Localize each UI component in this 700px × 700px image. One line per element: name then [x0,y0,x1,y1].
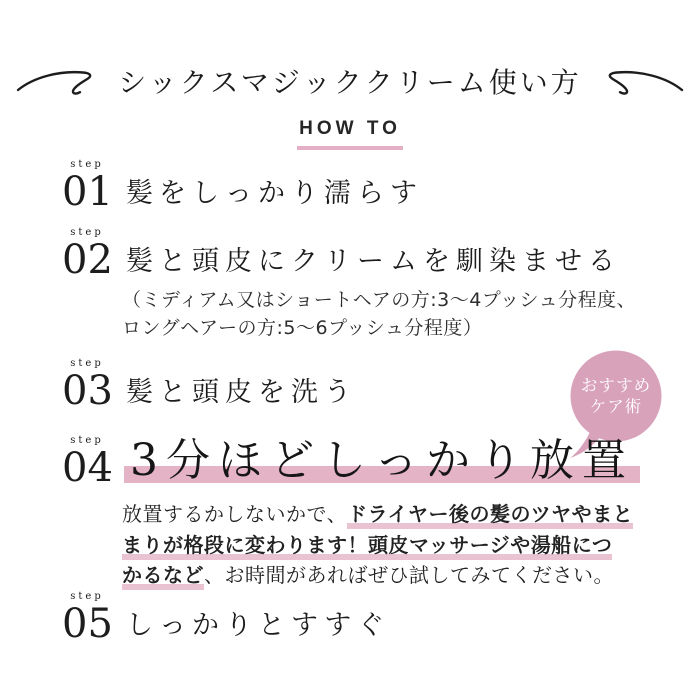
squiggle-flourish-right-icon [604,64,684,102]
step-indicator-05 [62,591,113,647]
step-number: 03 [62,368,113,414]
step-indicator-02 [62,227,113,283]
bubble-line-1: おすすめ [580,376,652,395]
step-title-01: 髪をしっかり濡らす [126,178,423,210]
bubble-line-2: ケア術 [589,397,643,416]
description-highlighted-text: ドライヤー後の髪のツヤやまと [347,502,633,529]
step-number: 01 [62,169,113,215]
step-label: step [70,227,104,238]
bubble-text [571,351,661,441]
description-text: 放置するかしないかで、 [122,502,348,526]
step-number: 05 [62,601,113,647]
step-02-note [122,287,636,342]
page-title: シックスマジッククリーム使い方 [118,65,582,99]
step-label: step [70,591,104,602]
description-line-3 [122,560,633,591]
step-row-05 [62,591,391,647]
step-title-05: しっかりとすすぐ [126,610,391,642]
step-indicator-04 [62,435,113,491]
step-indicator-03 [62,358,113,414]
howto-underline [297,146,403,150]
step-row-04 [62,433,640,491]
step-row-03 [62,358,357,414]
squiggle-flourish-left-icon [16,64,96,102]
step-number: 02 [62,237,113,283]
step-label: step [70,435,104,446]
howto-heading [0,118,700,150]
note-line-2: ロングヘアーの方:5〜6プッシュ分程度） [122,316,483,339]
step-row-01 [62,159,423,215]
step-04-description [122,499,633,591]
step-label: step [70,358,104,369]
description-highlighted-text: まりが格段に変わります！頭皮マッサージや湯船につ [122,533,612,560]
step-number: 04 [62,445,113,491]
description-highlighted-text: かるなど [122,563,204,590]
step-title-02: 髪と頭皮にクリームを馴染ませる [126,246,621,278]
note-line-1: （ミディアム又はショートヘアの方:3〜4プッシュ分程度、 [122,289,637,311]
description-text: 、お時間があればぜひ試してみてください。 [204,563,614,587]
description-line-2 [122,530,633,561]
step-title-04: 3分ほどしっかり放置 [124,433,640,488]
step-label: step [70,159,104,170]
howto-label: HOW TO [299,118,401,139]
description-line-1 [122,499,633,530]
step-title-03: 髪と頭皮を洗う [126,377,357,409]
header [0,64,700,102]
step-indicator-01 [62,159,113,215]
step-row-02 [62,227,621,283]
